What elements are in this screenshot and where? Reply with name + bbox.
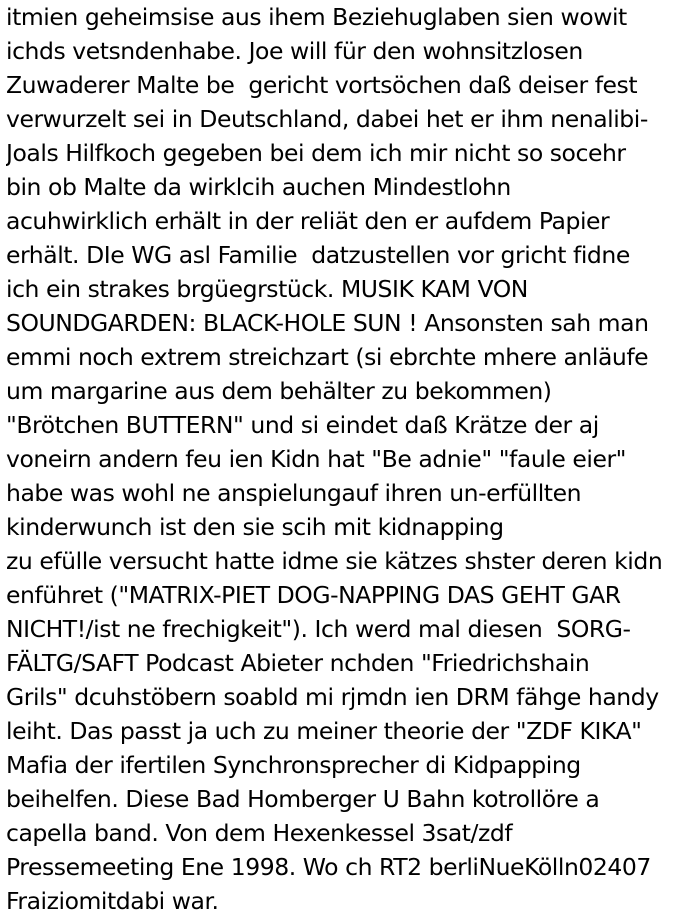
text-line: ichds vetsndenhabe. Joe will für den wohnsitzlosen: [6, 37, 583, 65]
text-line: leiht. Das passt ja uch zu meiner theorie der "ZDF KIKA": [6, 717, 642, 745]
text-line: Mafia der ifertilen Synchronsprecher di Kidpapping: [6, 751, 581, 779]
text-line: acuhwirklich erhält in der reliät den er aufdem Papier: [6, 207, 610, 235]
text-line: Grils" dcuhstöbern soabld mi rjmdn ien DRM fähge handy: [6, 683, 659, 711]
text-line: kinderwunch ist den sie scih mit kidnapping: [6, 513, 504, 541]
text-line: voneirn andern feu ien Kidn hat "Be adnie" "faule eier": [6, 445, 627, 473]
text-line: capella band. Von dem Hexenkessel 3sat/zdf: [6, 819, 513, 847]
text-line: zu efülle versucht hatte idme sie kätzes shster deren kidn: [6, 547, 663, 575]
text-line: itmien geheimsise aus ihem Beziehuglaben sien wowit: [6, 3, 627, 31]
text-line: emmi noch extrem streichzart (si ebrchte mhere anläufe: [6, 343, 649, 371]
text-line: erhält. DIe WG asl Familie datzustellen vor gricht fidne: [6, 241, 630, 269]
text-line: Fraiziomitdabi war.: [6, 887, 219, 915]
text-line: enführet ("MATRIX-PIET DOG-NAPPING DAS GEHT GAR: [6, 581, 621, 609]
text-line: Joals Hilfkoch gegeben bei dem ich mir nicht so socehr: [6, 139, 626, 167]
text-line: ich ein strakes brgüegrstück. MUSIK KAM VON: [6, 275, 528, 303]
text-line: bin ob Malte da wirklcih auchen Mindestlohn: [6, 173, 511, 201]
text-line: um margarine aus dem behälter zu bekommen): [6, 377, 552, 405]
text-line: habe was wohl ne anspielungauf ihren un-erfüllten: [6, 479, 582, 507]
text-line: FÄLTG/SAFT Podcast Abieter nchden "Friedrichshain: [6, 649, 590, 677]
text-line: Pressemeeting Ene 1998. Wo ch RT2 berliNueKölln02407: [6, 853, 651, 881]
text-line: SOUNDGARDEN: BLACK-HOLE SUN ! Ansonsten sah man: [6, 309, 649, 337]
text-line: Zuwaderer Malte be gericht vortsöchen daß deiser fest: [6, 71, 638, 99]
text-line: NICHT!/ist ne frechigkeit"). Ich werd mal diesen SORG-: [6, 615, 631, 643]
text-line: "Brötchen BUTTERN" und si eindet daß Krätze der aj: [6, 411, 599, 439]
document-page: [6, 0, 682, 920]
text-line: beihelfen. Diese Bad Homberger U Bahn kotrollöre a: [6, 785, 600, 813]
text-line: verwurzelt sei in Deutschland, dabei het er ihm nenalibi-: [6, 105, 648, 133]
